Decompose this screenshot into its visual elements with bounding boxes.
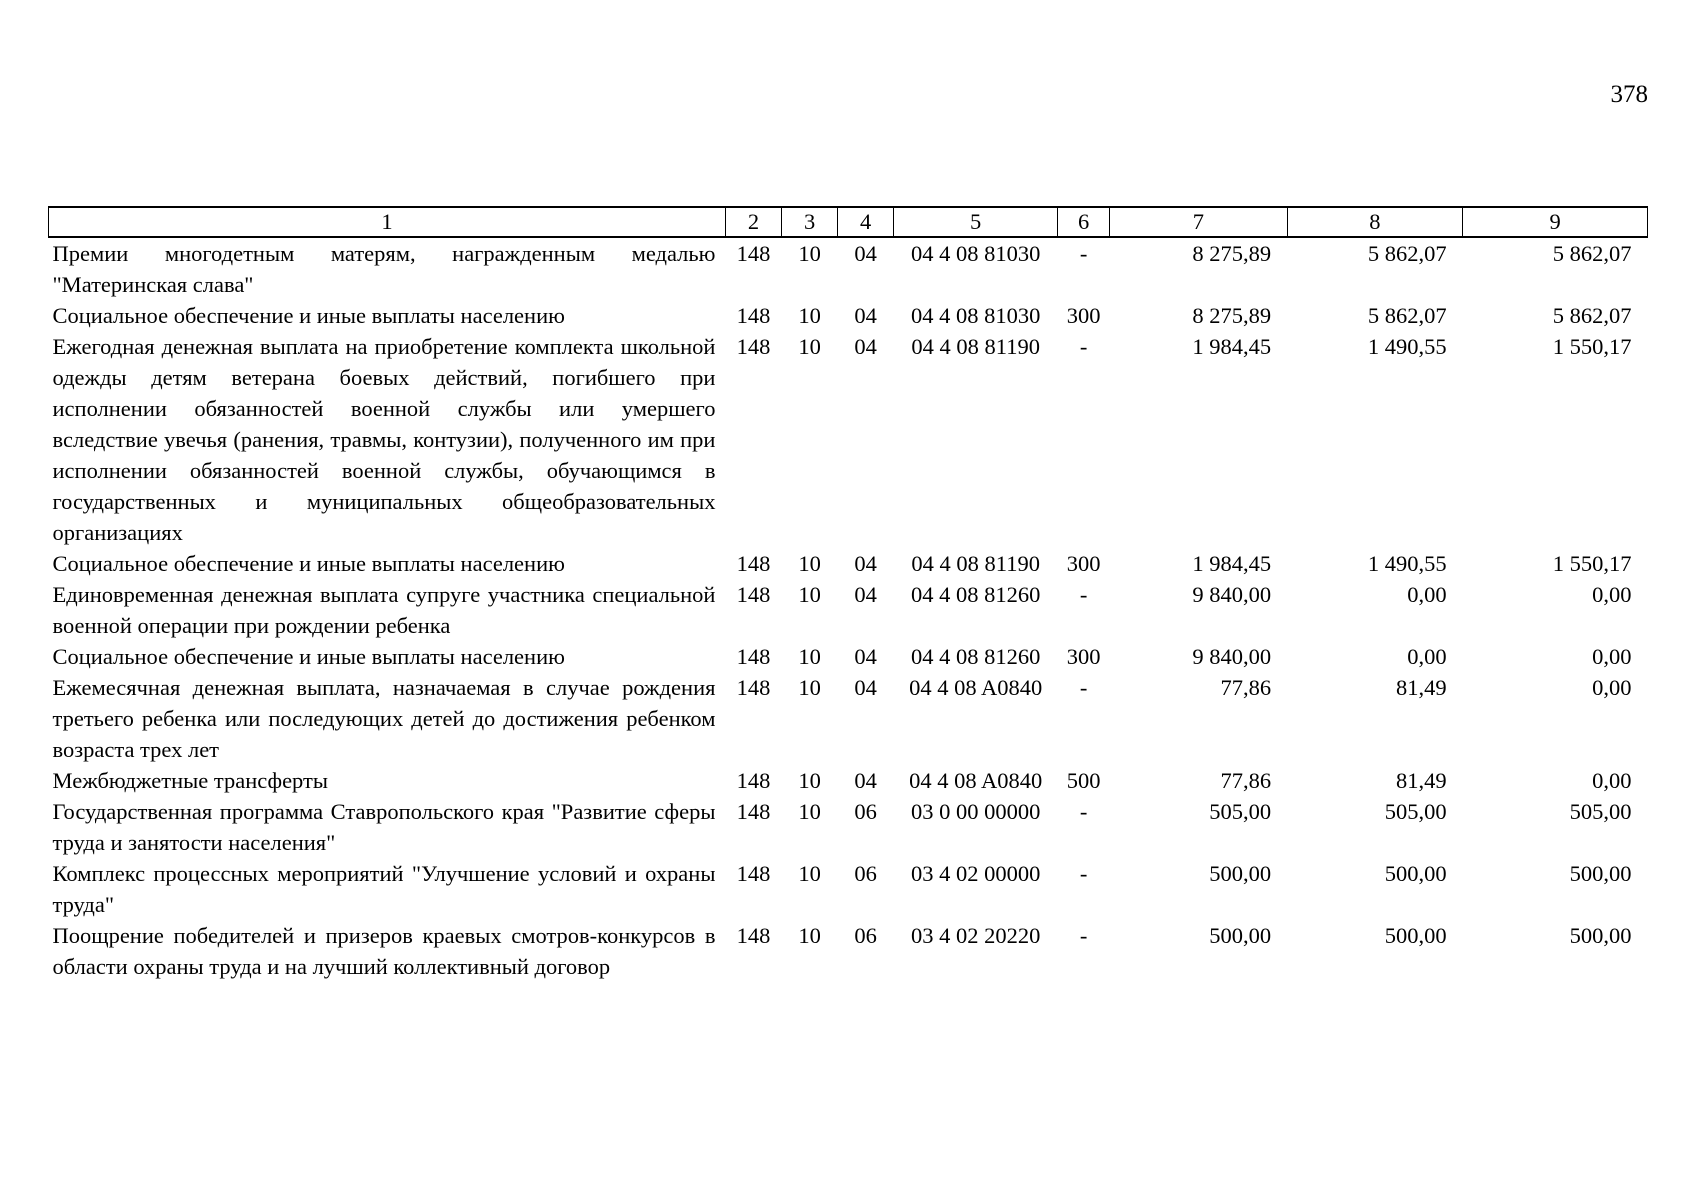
row-expense-type: - bbox=[1079, 861, 1088, 886]
header-col-7: 7 bbox=[1110, 207, 1288, 237]
row-section-code: 10 bbox=[798, 551, 821, 576]
row-target-code: 04 4 08 81190 bbox=[911, 334, 1040, 359]
row-section-code: 10 bbox=[798, 334, 821, 359]
header-col-6: 6 bbox=[1058, 207, 1110, 237]
row-expense-type: - bbox=[1079, 334, 1088, 359]
table-row bbox=[49, 858, 1648, 920]
row-name: Премии многодетным матерям, награжденным медалью "Материнская слава" bbox=[52, 241, 716, 297]
table-row bbox=[49, 548, 1648, 579]
row-subsection-code: 04 bbox=[854, 303, 877, 328]
row-name: Государственная программа Ставропольского края "Развитие сферы труда и занятости населения" bbox=[52, 799, 716, 855]
row-ministry-code: 148 bbox=[736, 551, 771, 576]
table-row bbox=[49, 672, 1648, 765]
row-section-code: 10 bbox=[798, 241, 821, 266]
row-amount-col9: 500,00 bbox=[1569, 861, 1632, 886]
row-target-code: 04 4 08 A0840 bbox=[909, 768, 1043, 793]
table-row bbox=[49, 796, 1648, 858]
row-target-code: 04 4 08 81260 bbox=[910, 582, 1041, 607]
row-subsection-code: 04 bbox=[854, 551, 877, 576]
row-section-code: 10 bbox=[798, 799, 821, 824]
row-amount-col8: 500,00 bbox=[1384, 923, 1447, 948]
row-expense-type: 300 bbox=[1066, 303, 1101, 328]
row-amount-col9: 5 862,07 bbox=[1552, 303, 1632, 328]
row-ministry-code: 148 bbox=[736, 303, 771, 328]
row-expense-type: - bbox=[1079, 241, 1088, 266]
row-amount-col9: 1 550,17 bbox=[1552, 551, 1632, 576]
table-row bbox=[49, 331, 1648, 548]
row-amount-col9: 0,00 bbox=[1592, 644, 1632, 669]
row-subsection-code: 04 bbox=[854, 644, 877, 669]
row-amount-col7: 9 840,00 bbox=[1192, 644, 1272, 669]
header-col-2: 2 bbox=[725, 207, 781, 237]
row-name: Ежегодная денежная выплата на приобретение комплекта школьной одежды детям ветерана боевых действий, погибшего при исполнении обязанностей военной службы или умершего вследствие увечья (ранения, травмы, контузии), полученного им при исполнении обязанностей военной службы, обучающимся в государственных и муниципальных общеобразовательных организациях bbox=[52, 334, 716, 545]
row-section-code: 10 bbox=[798, 675, 821, 700]
row-amount-col7: 500,00 bbox=[1209, 861, 1272, 886]
row-amount-col9: 0,00 bbox=[1592, 768, 1632, 793]
row-amount-col8: 505,00 bbox=[1384, 799, 1447, 824]
row-ministry-code: 148 bbox=[736, 923, 771, 948]
row-section-code: 10 bbox=[798, 582, 821, 607]
table-header-row bbox=[49, 207, 1648, 237]
row-amount-col9: 0,00 bbox=[1592, 675, 1632, 700]
row-section-code: 10 bbox=[798, 768, 821, 793]
header-col-9: 9 bbox=[1463, 207, 1648, 237]
row-target-code: 03 4 02 00000 bbox=[910, 861, 1041, 886]
row-name: Комплекс процессных мероприятий "Улучшение условий и охраны труда" bbox=[52, 861, 716, 917]
row-name: Единовременная денежная выплата супруге участника специальной военной операции при рождении ребенка bbox=[52, 582, 716, 638]
row-amount-col9: 500,00 bbox=[1569, 923, 1632, 948]
row-amount-col9: 5 862,07 bbox=[1552, 241, 1632, 266]
row-target-code: 04 4 08 81260 bbox=[910, 644, 1041, 669]
row-target-code: 04 4 08 A0840 bbox=[909, 675, 1043, 700]
row-amount-col7: 77,86 bbox=[1220, 675, 1272, 700]
row-subsection-code: 04 bbox=[854, 768, 877, 793]
row-subsection-code: 04 bbox=[854, 241, 877, 266]
row-subsection-code: 04 bbox=[854, 334, 877, 359]
row-section-code: 10 bbox=[798, 644, 821, 669]
row-amount-col8: 1 490,55 bbox=[1367, 551, 1447, 576]
budget-table bbox=[48, 206, 1648, 982]
row-name: Межбюджетные трансферты bbox=[52, 768, 328, 793]
row-amount-col7: 505,00 bbox=[1209, 799, 1272, 824]
row-amount-col7: 9 840,00 bbox=[1192, 582, 1272, 607]
row-amount-col7: 1 984,45 bbox=[1192, 551, 1272, 576]
page-number: 378 bbox=[1610, 81, 1648, 108]
row-amount-col9: 505,00 bbox=[1569, 799, 1632, 824]
table-row bbox=[49, 765, 1648, 796]
row-expense-type: 300 bbox=[1066, 551, 1101, 576]
row-amount-col8: 81,49 bbox=[1396, 768, 1447, 793]
row-ministry-code: 148 bbox=[736, 644, 771, 669]
row-name: Поощрение победителей и призеров краевых смотров-конкурсов в области охраны труда и на лучший коллективный договор bbox=[52, 923, 716, 979]
row-target-code: 03 4 02 20220 bbox=[910, 923, 1041, 948]
row-target-code: 03 0 00 00000 bbox=[910, 799, 1041, 824]
row-target-code: 04 4 08 81030 bbox=[910, 241, 1041, 266]
row-section-code: 10 bbox=[798, 861, 821, 886]
row-subsection-code: 06 bbox=[854, 861, 877, 886]
row-expense-type: - bbox=[1079, 675, 1088, 700]
row-ministry-code: 148 bbox=[736, 861, 771, 886]
row-amount-col7: 8 275,89 bbox=[1192, 241, 1272, 266]
row-subsection-code: 06 bbox=[854, 799, 877, 824]
header-col-4: 4 bbox=[838, 207, 894, 237]
row-amount-col8: 0,00 bbox=[1407, 644, 1447, 669]
table-row bbox=[49, 579, 1648, 641]
row-expense-type: 500 bbox=[1066, 768, 1101, 793]
row-ministry-code: 148 bbox=[736, 582, 771, 607]
row-amount-col9: 0,00 bbox=[1592, 582, 1632, 607]
row-ministry-code: 148 bbox=[736, 675, 771, 700]
table-row bbox=[49, 237, 1648, 300]
row-ministry-code: 148 bbox=[736, 768, 771, 793]
row-subsection-code: 04 bbox=[854, 675, 877, 700]
row-subsection-code: 06 bbox=[854, 923, 877, 948]
row-ministry-code: 148 bbox=[736, 241, 771, 266]
row-expense-type: - bbox=[1079, 923, 1088, 948]
header-col-3: 3 bbox=[782, 207, 838, 237]
table-row bbox=[49, 641, 1648, 672]
row-expense-type: - bbox=[1079, 582, 1088, 607]
row-expense-type: - bbox=[1079, 799, 1088, 824]
table-row bbox=[49, 300, 1648, 331]
row-amount-col8: 500,00 bbox=[1384, 861, 1447, 886]
row-amount-col8: 1 490,55 bbox=[1367, 334, 1447, 359]
row-name: Социальное обеспечение и иные выплаты населению bbox=[52, 551, 565, 576]
row-section-code: 10 bbox=[798, 303, 821, 328]
row-amount-col8: 0,00 bbox=[1407, 582, 1447, 607]
row-amount-col7: 77,86 bbox=[1220, 768, 1272, 793]
row-amount-col7: 500,00 bbox=[1209, 923, 1272, 948]
row-target-code: 04 4 08 81190 bbox=[911, 551, 1040, 576]
row-amount-col8: 5 862,07 bbox=[1367, 241, 1447, 266]
row-name: Социальное обеспечение и иные выплаты населению bbox=[52, 303, 565, 328]
row-amount-col9: 1 550,17 bbox=[1552, 334, 1632, 359]
row-amount-col7: 1 984,45 bbox=[1192, 334, 1272, 359]
row-name: Ежемесячная денежная выплата, назначаемая в случае рождения третьего ребенка или последующих детей до достижения ребенком возраста трех лет bbox=[52, 675, 716, 762]
row-amount-col8: 81,49 bbox=[1396, 675, 1447, 700]
row-name: Социальное обеспечение и иные выплаты населению bbox=[52, 644, 565, 669]
header-col-1: 1 bbox=[49, 207, 726, 237]
row-section-code: 10 bbox=[798, 923, 821, 948]
row-target-code: 04 4 08 81030 bbox=[910, 303, 1041, 328]
header-col-5: 5 bbox=[894, 207, 1058, 237]
row-expense-type: 300 bbox=[1066, 644, 1101, 669]
table-row bbox=[49, 920, 1648, 982]
header-col-8: 8 bbox=[1287, 207, 1462, 237]
row-amount-col7: 8 275,89 bbox=[1192, 303, 1272, 328]
row-amount-col8: 5 862,07 bbox=[1367, 303, 1447, 328]
row-ministry-code: 148 bbox=[736, 799, 771, 824]
row-ministry-code: 148 bbox=[736, 334, 771, 359]
row-subsection-code: 04 bbox=[854, 582, 877, 607]
